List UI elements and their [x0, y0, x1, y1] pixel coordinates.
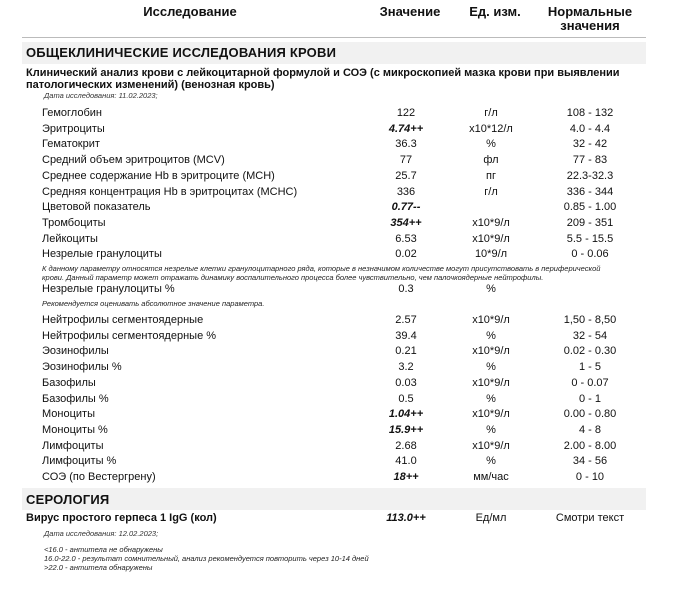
test-unit: % — [486, 283, 496, 295]
test-unit: x10*9/л — [472, 216, 510, 229]
test-unit: Ед/мл — [475, 512, 507, 524]
result-row — [0, 377, 687, 392]
test-name: Нейтрофилы сегментоядерные % — [42, 329, 217, 342]
result-row — [0, 186, 687, 201]
test-norm: 4.0 - 4.4 — [569, 122, 611, 135]
legend-line-positive: >22.0 - антитела обнаружены — [44, 563, 153, 572]
study-date-serology: Дата исследования: 12.02.2023; — [44, 529, 159, 538]
test-name: Тромбоциты — [42, 216, 106, 229]
result-row — [0, 107, 687, 122]
test-value: 2.68 — [395, 439, 417, 452]
test-value: 0.3 — [398, 283, 414, 295]
result-row — [0, 455, 687, 470]
test-value: 0.03 — [395, 376, 417, 389]
test-norm: 336 - 344 — [566, 185, 614, 198]
result-row — [0, 440, 687, 455]
result-row — [0, 393, 687, 408]
test-unit: x10*9/л — [472, 345, 510, 358]
test-value: 77 — [399, 154, 413, 167]
test-unit: % — [486, 138, 496, 151]
column-header-value: Значение — [379, 4, 441, 19]
test-name: Цветовой показатель — [42, 201, 151, 214]
test-value: 6.53 — [395, 232, 417, 245]
analysis-title — [26, 67, 636, 91]
test-name: Незрелые гранулоциты — [42, 248, 162, 261]
column-header-test: Исследование — [143, 4, 237, 19]
test-name: Базофилы — [42, 376, 96, 389]
header-divider — [22, 37, 646, 38]
test-unit: пг — [486, 169, 496, 182]
test-value: 0.21 — [395, 345, 417, 358]
test-unit: % — [486, 361, 496, 374]
test-unit: x10*9/л — [472, 439, 510, 452]
test-value: 336 — [396, 185, 416, 198]
test-value: 3.2 — [398, 361, 414, 374]
note-immature-granulocytes-line1: К данному параметру относятся незрелые клетки гранулоцитарного ряда, которые в незначимом количестве могут присутствовать в периферической — [42, 264, 601, 273]
test-value: 122 — [396, 107, 416, 119]
test-unit: % — [486, 423, 496, 436]
test-norm: 32 - 54 — [572, 329, 608, 342]
test-value: 113.0++ — [386, 512, 426, 524]
test-name: Лейкоциты — [42, 232, 98, 245]
test-norm: 0 - 10 — [575, 471, 605, 483]
result-row — [0, 154, 687, 169]
note-immature-granulocytes — [42, 264, 646, 282]
result-row — [0, 170, 687, 185]
test-unit: г/л — [484, 185, 498, 198]
result-row — [0, 314, 687, 329]
test-norm: 2.00 - 8.00 — [563, 439, 617, 452]
result-row — [0, 248, 687, 263]
test-name: Гематокрит — [42, 138, 100, 151]
test-value: 354++ — [390, 216, 422, 229]
test-norm: 1 - 5 — [578, 361, 601, 374]
result-row — [0, 345, 687, 360]
test-unit: фл — [483, 154, 499, 167]
test-name: Лимфоциты % — [42, 455, 117, 468]
test-norm: 0 - 0.07 — [571, 376, 609, 389]
test-norm: 34 - 56 — [572, 455, 608, 468]
test-value: 25.7 — [395, 169, 417, 182]
test-value: 4.74++ — [388, 122, 424, 135]
test-unit: x10*9/л — [472, 232, 510, 245]
test-norm: 108 - 132 — [566, 107, 614, 119]
test-name: Лимфоциты — [42, 439, 104, 452]
test-name: Средняя концентрация Hb в эритроцитах (MCHC) — [42, 185, 298, 198]
column-header-norm-line1: Нормальные — [547, 4, 633, 19]
test-norm: 22.3-32.3 — [566, 169, 614, 182]
analysis-title-line2: патологических изменений) (венозная кровь) — [26, 79, 275, 91]
result-row — [0, 330, 687, 345]
section-band-serology — [22, 488, 646, 510]
analysis-title-line1: Клинический анализ крови с лейкоцитарной формулой и СОЭ (с микроскопией мазка крови при выявлении — [26, 67, 620, 79]
test-name: Эозинофилы % — [42, 361, 122, 374]
column-header-norm-line2: значения — [560, 18, 620, 33]
section-title-serology: СЕРОЛОГИЯ — [26, 492, 110, 507]
test-name: Вирус простого герпеса 1 IgG (кол) — [26, 512, 217, 524]
result-row — [0, 424, 687, 439]
test-norm: 1,50 - 8,50 — [563, 314, 617, 326]
test-norm: 5.5 - 15.5 — [566, 232, 614, 245]
test-unit: x10*9/л — [472, 376, 510, 389]
column-header-unit: Ед. изм. — [469, 4, 521, 19]
test-norm: 0.00 - 0.80 — [563, 408, 617, 421]
result-row — [0, 233, 687, 248]
test-value: 41.0 — [395, 455, 417, 468]
test-value: 0.77-- — [391, 201, 421, 214]
result-row — [0, 283, 687, 298]
test-norm: Смотри текст — [555, 512, 625, 524]
test-name: Незрелые гранулоциты % — [42, 283, 175, 295]
test-unit: x10*9/л — [472, 408, 510, 421]
test-unit: 10*9/л — [474, 248, 508, 261]
test-value: 39.4 — [395, 329, 417, 342]
test-norm: 4 - 8 — [578, 423, 601, 436]
test-norm: 0.02 - 0.30 — [563, 345, 617, 358]
test-norm: 209 - 351 — [566, 216, 614, 229]
test-unit: x10*9/л — [472, 314, 510, 326]
test-value: 36.3 — [395, 138, 417, 151]
test-value: 2.57 — [395, 314, 417, 326]
note-absolute-value: Рекомендуется оценивать абсолютное значение параметра. — [42, 299, 265, 308]
result-row-hsv — [0, 512, 687, 527]
result-row — [0, 217, 687, 232]
legend-line-doubtful: 16.0-22.0 - результат сомнительный, анализ рекомендуется повторить через 10-14 дней — [44, 554, 369, 563]
test-name: Эозинофилы — [42, 345, 109, 358]
legend-line-negative: <16.0 - антитела не обнаружены — [44, 545, 163, 554]
result-row — [0, 408, 687, 423]
test-name: СОЭ (по Вестергрену) — [42, 471, 156, 483]
test-unit: % — [486, 392, 496, 405]
test-unit: мм/час — [473, 471, 509, 483]
result-row — [0, 123, 687, 138]
test-value: 18++ — [393, 471, 419, 483]
test-norm: 0 - 1 — [578, 392, 601, 405]
test-value: 0.5 — [398, 392, 414, 405]
result-row — [0, 471, 687, 486]
test-norm: 32 - 42 — [572, 138, 608, 151]
study-date-blood: Дата исследования: 11.02.2023; — [44, 91, 158, 100]
test-name: Моноциты — [42, 408, 95, 421]
test-name: Средний объем эритроцитов (MCV) — [42, 154, 225, 167]
test-value: 15.9++ — [388, 423, 424, 436]
test-name: Эритроциты — [42, 122, 105, 135]
test-norm: 0 - 0.06 — [571, 248, 609, 261]
test-value: 0.02 — [395, 248, 417, 261]
result-row — [0, 361, 687, 376]
test-unit: x10*12/л — [469, 122, 513, 135]
test-value: 1.04++ — [388, 408, 424, 421]
test-unit: г/л — [484, 107, 498, 119]
test-unit: % — [486, 455, 496, 468]
test-unit: % — [486, 329, 496, 342]
reference-legend — [44, 545, 369, 572]
result-row — [0, 201, 687, 216]
test-name: Среднее содержание Hb в эритроците (MCH) — [42, 169, 275, 182]
section-title-blood: ОБЩЕКЛИНИЧЕСКИЕ ИССЛЕДОВАНИЯ КРОВИ — [26, 45, 337, 60]
test-name: Нейтрофилы сегментоядерные — [42, 314, 204, 326]
test-name: Моноциты % — [42, 423, 108, 436]
test-norm: 77 - 83 — [572, 154, 608, 167]
result-row — [0, 138, 687, 153]
column-header-norm — [540, 5, 640, 33]
test-norm: 0.85 - 1.00 — [563, 201, 617, 214]
note-immature-granulocytes-line2: крови. Данный параметр может отражать динамику воспалительного процесса более чувствительно, чем палочкоядерные нейтрофилы. — [42, 273, 544, 282]
test-name: Гемоглобин — [42, 107, 102, 119]
test-name: Базофилы % — [42, 392, 109, 405]
